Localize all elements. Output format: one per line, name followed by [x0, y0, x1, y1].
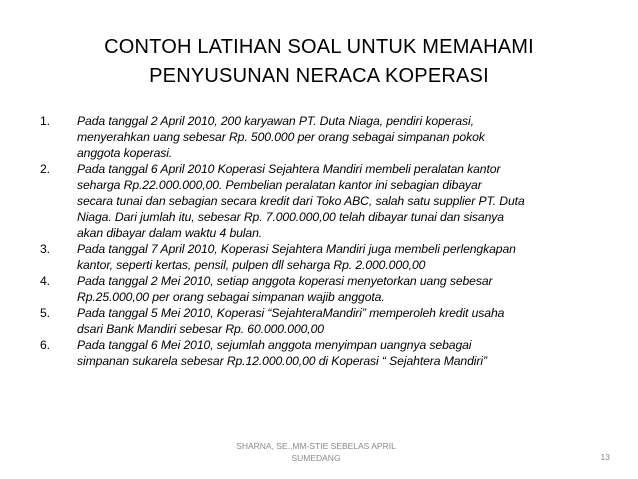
title-line-1: CONTOH LATIHAN SOAL UNTUK MEMAHAMI	[104, 36, 534, 58]
title-line-2: PENYUSUNAN NERACA KOPERASI	[149, 65, 489, 87]
item-number: 1.	[40, 114, 50, 128]
item-text-line: anggota koperasi.	[77, 146, 173, 160]
page-title	[40, 33, 598, 91]
page-number: 13	[600, 452, 610, 462]
list-item	[40, 113, 630, 161]
item-number: 3.	[40, 242, 50, 256]
list-item	[40, 337, 630, 369]
item-text-line: kantor, seperti kertas, pensil, pulpen dll seharga Rp. 2.000.000,00	[77, 258, 426, 272]
item-text-line: secara tunai dan sebagian secara kredit dari Toko ABC, salah satu supplier PT. Duta	[77, 194, 525, 208]
item-number: 6.	[40, 338, 50, 352]
item-number: 2.	[40, 162, 50, 176]
item-text-line: Pada tanggal 6 Mei 2010, sejumlah anggota menyimpan uangnya sebagai	[77, 338, 472, 352]
exercise-list	[40, 113, 630, 369]
footer-credit-line-2: SUMEDANG	[291, 452, 341, 463]
item-number: 5.	[40, 306, 50, 320]
item-text-line: Pada tanggal 2 April 2010, 200 karyawan PT. Duta Niaga, pendiri koperasi,	[77, 114, 474, 128]
item-text-line: Pada tanggal 2 Mei 2010, setiap anggota koperasi menyetorkan uang sebesar	[77, 274, 493, 288]
item-text-line: Niaga. Dari jumlah itu, sebesar Rp. 7.000.000,00 telah dibayar tunai dan sisanya	[77, 210, 504, 224]
item-text-line: Pada tanggal 7 April 2010, Koperasi Sejahtera Mandiri juga membeli perlengkapan	[77, 242, 516, 256]
list-item	[40, 273, 630, 305]
item-text-line: Pada tanggal 6 April 2010 Koperasi Sejahtera Mandiri membeli peralatan kantor	[77, 162, 501, 176]
list-item	[40, 305, 630, 337]
list-item	[40, 241, 630, 273]
item-text-line: Pada tanggal 5 Mei 2010, Koperasi “SejahteraMandiri” memperoleh kredit usaha	[77, 306, 505, 320]
item-text-line: dsari Bank Mandiri sebesar Rp. 60.000.000,00	[77, 322, 324, 336]
footer-credit-line-1: SHARNA, SE.,MM-STIE SEBELAS APRIL	[236, 441, 396, 451]
item-number: 4.	[40, 274, 50, 288]
item-text-line: seharga Rp.22.000.000,00. Pembelian peralatan kantor ini sebagian dibayar	[77, 178, 482, 192]
item-text-line: menyerahkan uang sebesar Rp. 500.000 per orang sebagai simpanan pokok	[77, 130, 485, 144]
footer-credit	[214, 441, 418, 464]
list-item	[40, 161, 630, 241]
item-text-line: Rp.25.000,00 per orang sebagai simpanan wajib anggota.	[77, 290, 385, 304]
item-text-line: akan dibayar dalam waktu 4 bulan.	[77, 226, 263, 240]
item-text-line: simpanan sukarela sebesar Rp.12.000.00,00 di Koperasi “ Sejahtera Mandiri”	[77, 354, 487, 368]
